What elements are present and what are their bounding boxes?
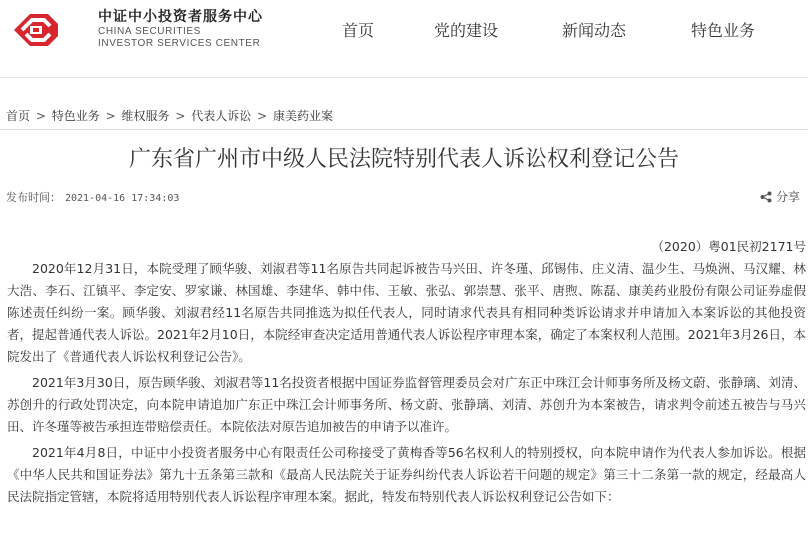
breadcrumb-representative-litigation[interactable]: 代表人诉讼 [191, 109, 252, 123]
breadcrumb-kangmei-case[interactable]: 康美药业案 [272, 109, 333, 123]
nav-item-news[interactable]: 新闻动态 [562, 21, 627, 40]
article-paragraph-1: 2020年12月31日，本院受理了顾华骏、刘淑君等11名原告共同起诉被告马兴田、许冬瑾、邱锡伟、庄义清、温少生、马焕洲、马汉耀、林大浩、李石、江镇平、李定安、罗家谦、林国雄、李建华、韩中伟、王敏、张弘、郭崇慧、张平、唐煦、陈磊、康美药业股份有限公司证券虚假陈述责任纠纷一案。顾华骏、刘淑君经11名原告共同推选为拟任代表人，同时请求代表具有相同种类诉讼请求并申请加入本案诉讼的其他投资者，提起普通代表人诉讼。2021年2月10日，本院经审查决定适用普通代表人诉讼程序审理本案，确定了本案权利人范围。2021年3月26日，本院发出了《普通代表人诉讼权利登记公告》。 [7, 261, 806, 364]
share-button[interactable] [760, 188, 800, 205]
brand-name-en-line1: CHINA SECURITIES [98, 26, 201, 37]
breadcrumb-separator: > [257, 109, 268, 123]
nav-item-featured-business[interactable]: 特色业务 [691, 21, 756, 40]
publish-info [6, 189, 179, 205]
breadcrumb-separator: > [35, 109, 46, 123]
nav-item-home[interactable]: 首页 [342, 21, 375, 40]
site-header [0, 0, 808, 78]
article-body [7, 236, 806, 512]
breadcrumb-featured-business[interactable]: 特色业务 [51, 109, 100, 123]
share-icon [760, 191, 772, 203]
header-divider [0, 77, 808, 78]
nav-item-party-building[interactable]: 党的建设 [434, 21, 499, 40]
breadcrumb-separator: > [175, 109, 186, 123]
article-title: 广东省广州市中级人民法院特别代表人诉讼权利登记公告 [128, 147, 679, 172]
brand-name-en-line2: INVESTOR SERVICES CENTER [98, 38, 261, 49]
article-paragraph-3: 2021年4月8日，中证中小投资者服务中心有限责任公司称接受了黄梅香等56名权利人的特别授权，向本院申请作为代表人参加诉讼。根据《中华人民共和国证券法》第九十五条第三款和《最高人民法院关于证券纠纷代表人诉讼若干问题的规定》第三十二条第一款的规定，经最高人民法院指定管辖，本院将适用特别代表人诉讼程序审理本案。据此，特发布特别代表人诉讼权利登记公告如下： [7, 445, 806, 504]
breadcrumb-separator: > [105, 109, 116, 123]
publish-time: 2021-04-16 17:34:03 [65, 193, 180, 204]
breadcrumb-home[interactable]: 首页 [6, 109, 31, 123]
breadcrumb [6, 107, 333, 124]
share-label: 分享 [775, 190, 800, 204]
breadcrumb-rights-service[interactable]: 维权服务 [121, 109, 170, 123]
publish-label: 发布时间： [6, 191, 61, 204]
article-paragraph-2: 2021年3月30日，原告顾华骏、刘淑君等11名投资者根据中国证券监督管理委员会对广东正中珠江会计师事务所及杨文蔚、张静璃、刘清、苏创升的行政处罚决定，向本院申请追加广东正中珠江会计师事务所、杨文蔚、张静璃、刘清、苏创升为本案被告，请求判令前述五被告与马兴田、许冬瑾等被告承担连带赔偿责任。本院依法对原告追加被告的申请予以准许。 [7, 375, 806, 434]
case-number: （2020）粤01民初2171号 [651, 239, 806, 254]
breadcrumb-divider [0, 129, 808, 130]
main-nav [0, 18, 808, 42]
brand-name-cn: 中证中小投资者服务中心 [98, 9, 263, 25]
